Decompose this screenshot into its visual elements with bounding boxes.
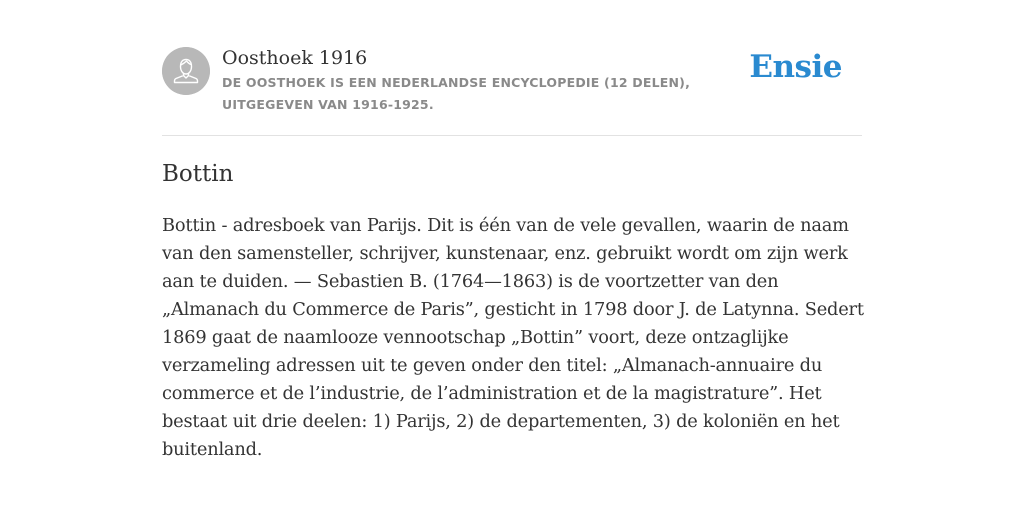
entry-body: Bottin - adresboek van Parijs. Dit is één van de vele gevallen, waarin de naam van den samensteller, schrijver, kunstenaar, enz. gebruikt wordt om zijn werk aan te duiden. — Sebastien B. (1764—1863) is de voortzetter van den „Almanach du Commerce de Paris”, gesticht in 1798 door J. de Latynna. Sedert 1869 gaat de naamlooze vennootschap „Bottin” voort, deze ontzaglijke verzameling adressen uit te geven onder den titel: „Almanach-annuaire du commerce et de l’industrie, de l’administration et de la magistrature”. Het bestaat uit drie deelen: 1) Parijs, 2) de departementen, 3) de koloniën en het buitenland. — [162, 215, 864, 460]
source-header — [162, 45, 862, 135]
user-avatar-icon[interactable] — [162, 47, 210, 95]
entry-title: Bottin — [162, 161, 234, 187]
source-title[interactable]: Oosthoek 1916 — [222, 47, 368, 69]
header-divider — [162, 135, 862, 136]
source-description: DE OOSTHOEK IS EEN NEDERLANDSE ENCYCLOPEDIE (12 DELEN), UITGEGEVEN VAN 1916-1925. — [222, 75, 691, 112]
brand-logo[interactable]: Ensie — [749, 49, 842, 85]
